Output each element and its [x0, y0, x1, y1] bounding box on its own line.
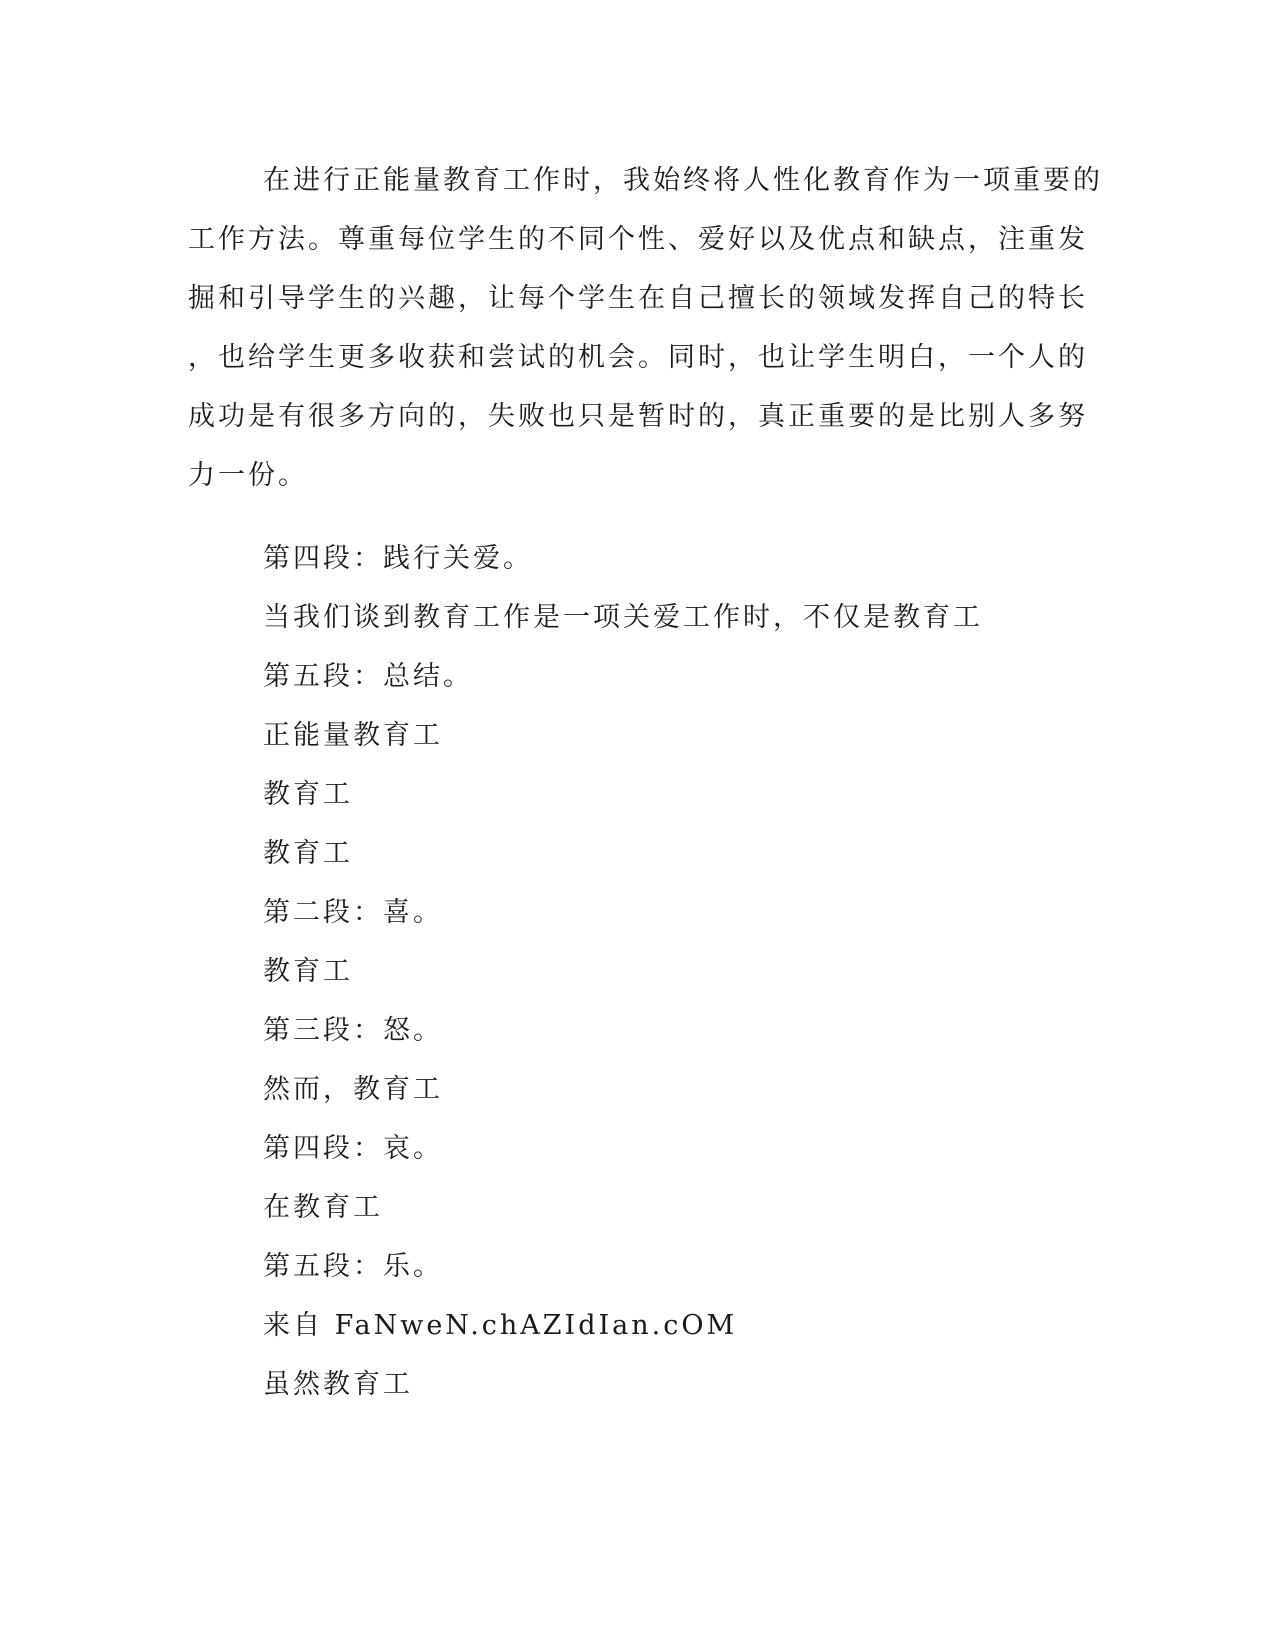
section-heading: 第五段：乐。 [263, 1251, 443, 1282]
text-line: 当我们谈到教育工作是一项关爱工作时，不仅是教育工 [263, 602, 983, 633]
section-heading: 第五段：总结。 [263, 661, 473, 692]
text-line: 教育工 [263, 838, 353, 869]
section-heading: 第四段：哀。 [263, 1133, 443, 1164]
section-heading: 第四段：践行关爱。 [263, 543, 533, 574]
paragraph-line: ，也给学生更多收获和尝试的机会。同时，也让学生明白，一个人的 [188, 342, 1088, 373]
paragraph-line: 掘和引导学生的兴趣，让每个学生在自己擅长的领域发挥自己的特长 [188, 283, 1088, 314]
text-line: 正能量教育工 [263, 720, 443, 751]
section-heading: 第二段：喜。 [263, 897, 443, 928]
text-line: 教育工 [263, 779, 353, 810]
section-heading: 第三段：怒。 [263, 1015, 443, 1046]
text-line: 虽然教育工 [263, 1369, 413, 1400]
paragraph-line: 工作方法。尊重每位学生的不同个性、爱好以及优点和缺点，注重发 [188, 224, 1088, 255]
paragraph-line: 成功是有很多方向的，失败也只是暂时的，真正重要的是比别人多努 [188, 401, 1088, 432]
text-line: 在教育工 [263, 1192, 383, 1223]
text-line: 教育工 [263, 956, 353, 987]
source-line: 来自 FaNweN.chAZIdIan.cOM [263, 1310, 738, 1341]
paragraph-line: 力一份。 [188, 460, 308, 491]
text-line: 然而，教育工 [263, 1074, 443, 1105]
paragraph-line: 在进行正能量教育工作时，我始终将人性化教育作为一项重要的 [263, 165, 1103, 196]
